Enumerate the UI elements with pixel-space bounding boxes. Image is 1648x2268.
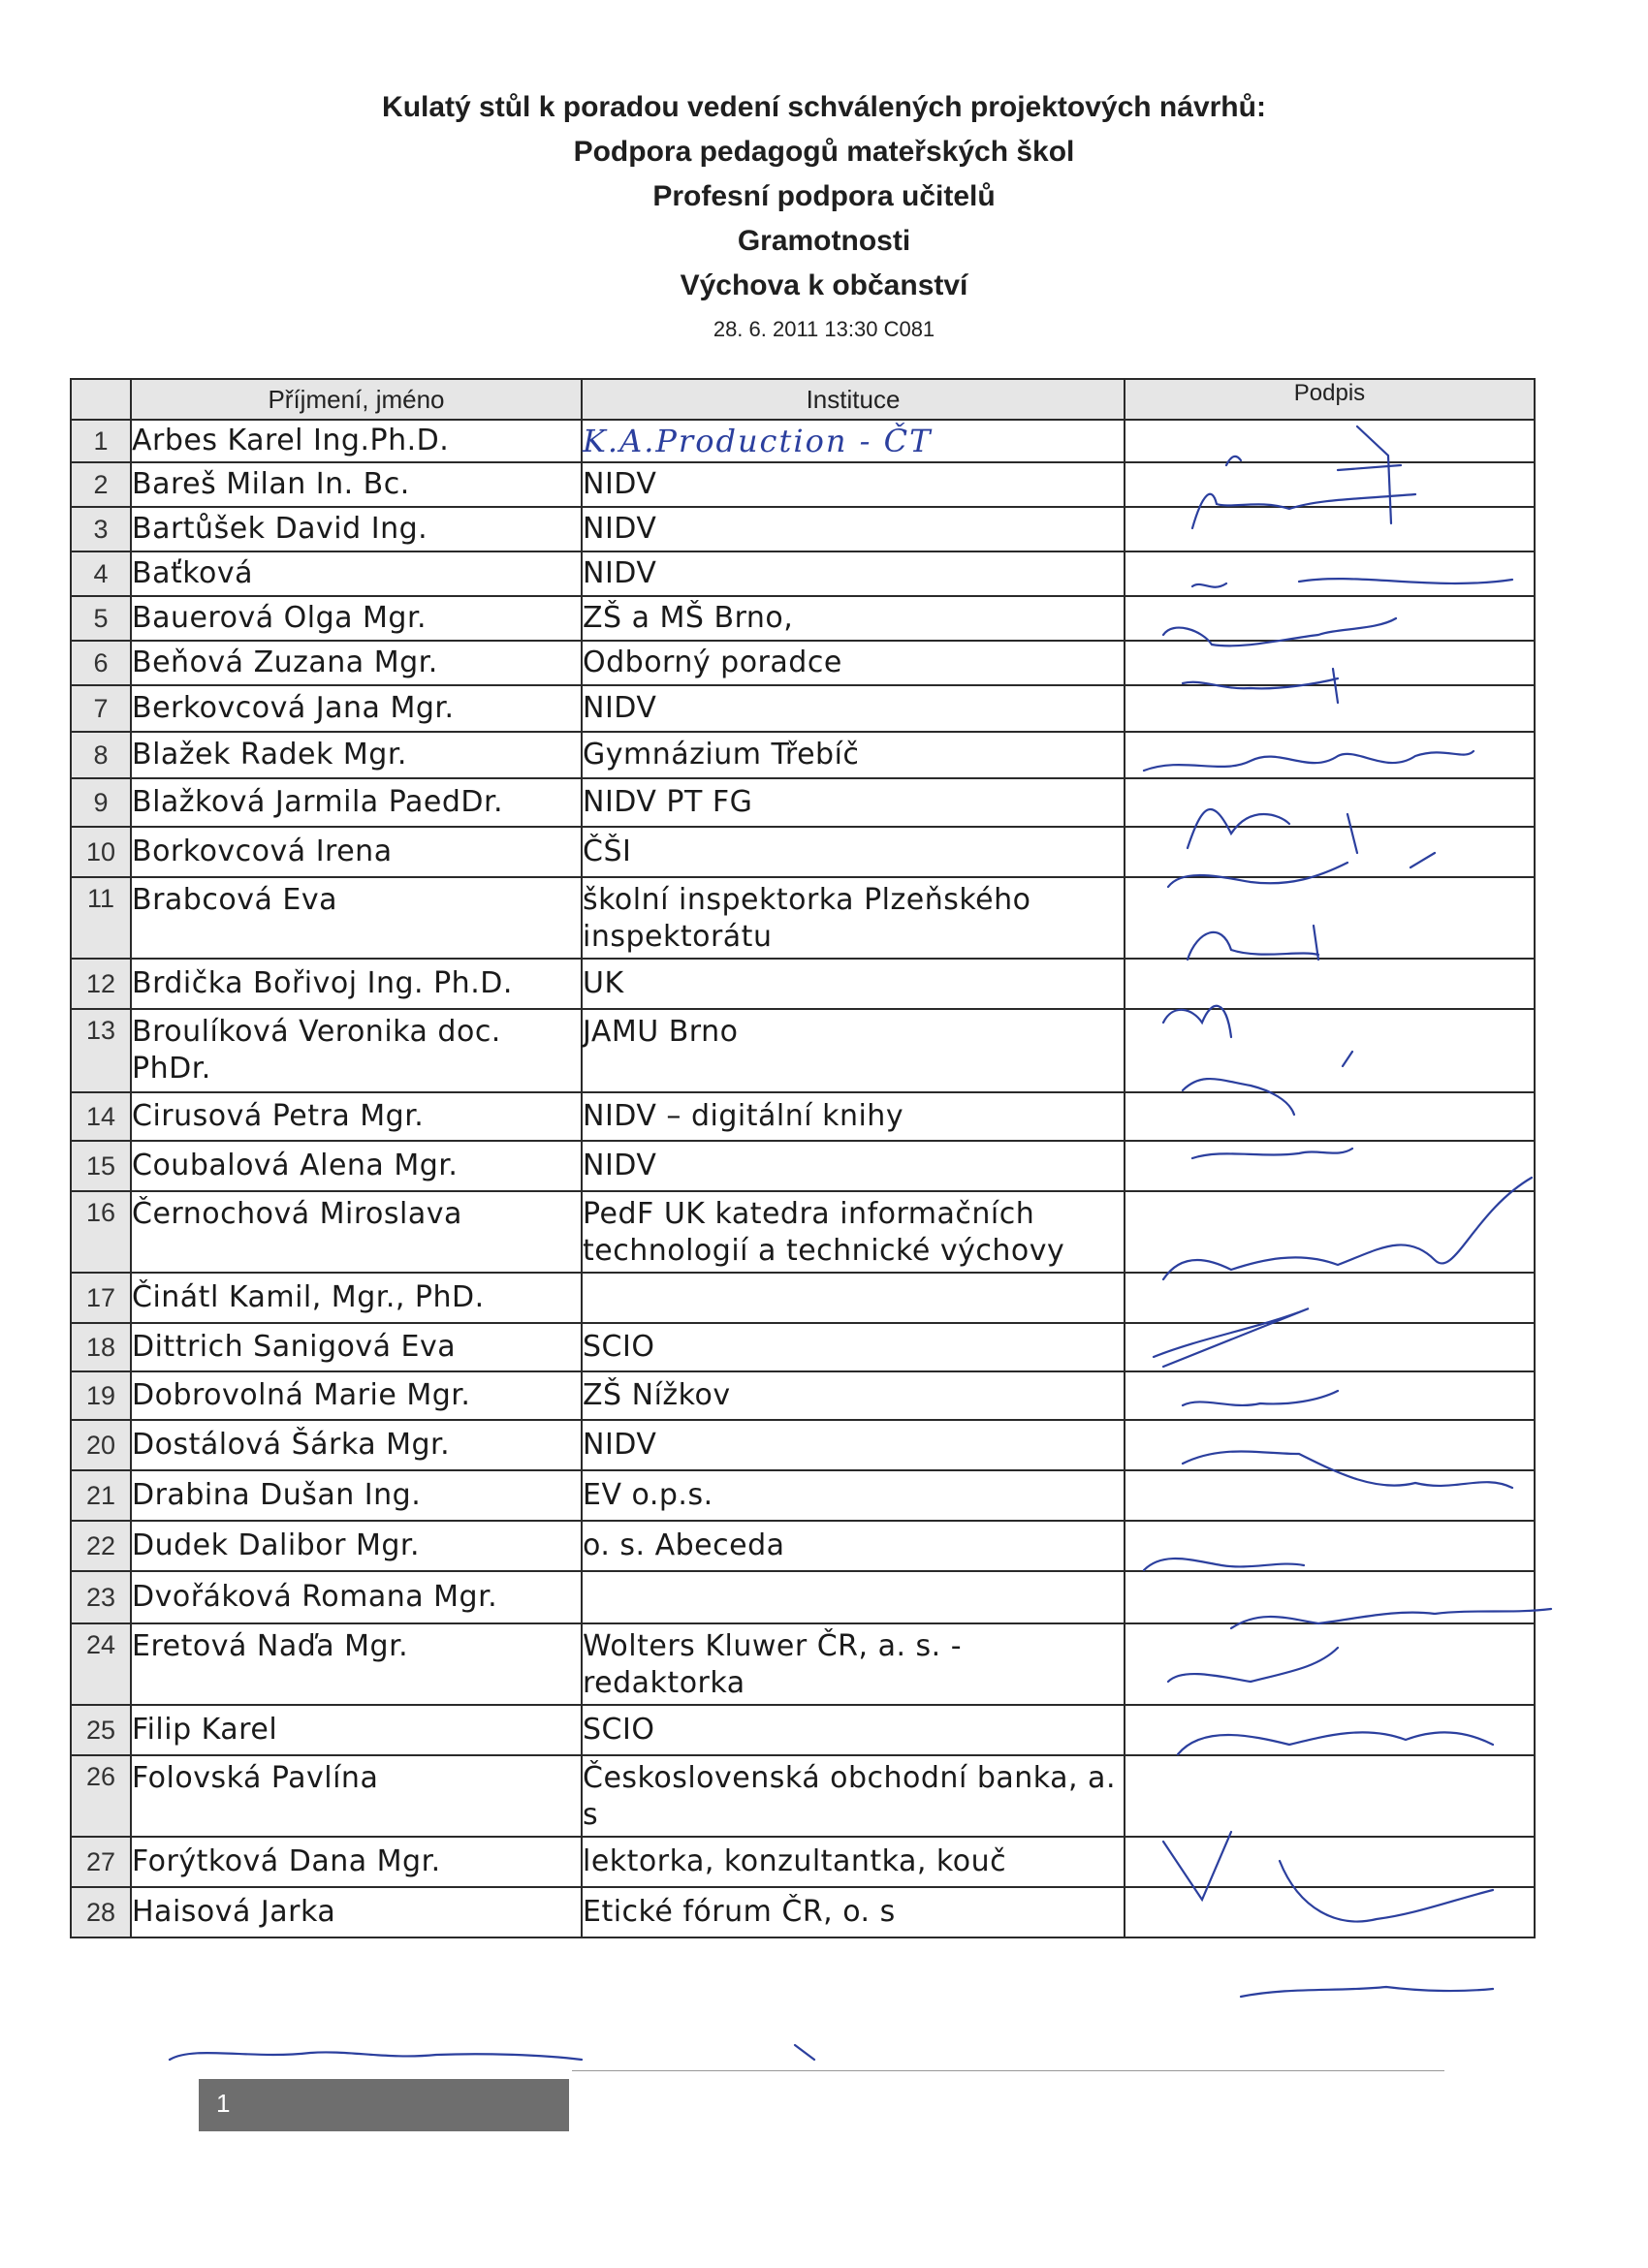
attendee-name: Baťková: [131, 551, 582, 596]
signature-cell: [1125, 1521, 1535, 1571]
table-row: [71, 1092, 1535, 1141]
attendee-name: Berkovcová Jana Mgr.: [131, 685, 582, 732]
attendee-name: Dobrovolná Marie Mgr.: [131, 1371, 582, 1420]
meeting-title: Kulatý stůl k poradou vedení schválených projektových návrhů:: [382, 91, 1266, 123]
table-row: [71, 1837, 1535, 1887]
signature-cell: [1125, 1191, 1535, 1273]
table-row: [71, 551, 1535, 596]
table-row: [71, 1571, 1535, 1623]
attendee-name: Bareš Milan In. Bc.: [131, 462, 582, 507]
attendee-name: Dvořáková Romana Mgr.: [131, 1571, 582, 1623]
table-row: [71, 596, 1535, 641]
table-row: [71, 462, 1535, 507]
attendee-institution: Etické fórum ČR, o. s: [582, 1887, 1125, 1937]
table-row: [71, 1009, 1535, 1092]
attendee-name: Beňová Zuzana Mgr.: [131, 641, 582, 685]
row-number: 25: [71, 1705, 131, 1755]
attendee-institution: [582, 1571, 1125, 1623]
attendee-name: Coubalová Alena Mgr.: [131, 1141, 582, 1191]
table-row: [71, 732, 1535, 778]
row-number: 19: [71, 1371, 131, 1420]
table-row: [71, 1623, 1535, 1705]
attendee-institution: Wolters Kluwer ČR, a. s. - redaktorka: [582, 1623, 1125, 1705]
row-number: 21: [71, 1470, 131, 1521]
signature-cell: [1125, 596, 1535, 641]
attendee-name: Činátl Kamil, Mgr., PhD.: [131, 1273, 582, 1323]
table-row: [71, 1887, 1535, 1937]
signature-cell: [1125, 1141, 1535, 1191]
row-number: 10: [71, 827, 131, 877]
signature-cell: [1125, 462, 1535, 507]
table-row: [71, 1371, 1535, 1420]
attendee-institution: NIDV: [582, 1141, 1125, 1191]
header-signature: Podpis: [1125, 379, 1535, 420]
attendee-name: Blažková Jarmila PaedDr.: [131, 778, 582, 827]
row-number: 16: [71, 1191, 131, 1273]
attendee-name: Forýtková Dana Mgr.: [131, 1837, 582, 1887]
attendee-institution: Československá obchodní banka, a. s: [582, 1755, 1125, 1837]
signature-cell: [1125, 1009, 1535, 1092]
table-row: [71, 1521, 1535, 1571]
header-name: Příjmení, jméno: [131, 379, 582, 420]
row-number: 28: [71, 1887, 131, 1937]
signature-cell: [1125, 420, 1535, 462]
signature-cell: [1125, 1571, 1535, 1623]
row-number: 20: [71, 1420, 131, 1470]
attendee-institution: EV o.p.s.: [582, 1470, 1125, 1521]
attendee-name: Cirusová Petra Mgr.: [131, 1092, 582, 1141]
row-number: 9: [71, 778, 131, 827]
table-row: [71, 827, 1535, 877]
attendance-table: [70, 378, 1536, 1938]
signature-cell: [1125, 1273, 1535, 1323]
attendee-institution: NIDV: [582, 685, 1125, 732]
row-number: 11: [71, 877, 131, 959]
table-row: [71, 1755, 1535, 1837]
signature-28: [1241, 1987, 1493, 1997]
attendee-name: Bauerová Olga Mgr.: [131, 596, 582, 641]
row-number: 3: [71, 507, 131, 551]
attendee-name: Brabcová Eva: [131, 877, 582, 959]
table-row: [71, 1273, 1535, 1323]
attendee-name: Dittrich Sanigová Eva: [131, 1323, 582, 1371]
signature-cell: [1125, 1755, 1535, 1837]
row-number: 17: [71, 1273, 131, 1323]
signature-cell: [1125, 551, 1535, 596]
signature-cell: [1125, 1887, 1535, 1937]
signature-cell: [1125, 732, 1535, 778]
row-number: 13: [71, 1009, 131, 1092]
attendee-name: Broulíková Veronika doc. PhDr.: [131, 1009, 582, 1092]
attendee-institution: NIDV: [582, 462, 1125, 507]
footer-rule: [572, 2070, 1444, 2071]
attendee-institution: JAMU Brno: [582, 1009, 1125, 1092]
footer-page-bar: [199, 2079, 569, 2131]
row-number: 18: [71, 1323, 131, 1371]
row-number: 27: [71, 1837, 131, 1887]
table-row: [71, 877, 1535, 959]
row-number: 23: [71, 1571, 131, 1623]
attendee-institution: K.A.Production - ČT: [582, 420, 1125, 462]
table-row: [71, 1191, 1535, 1273]
document-header: [0, 85, 1648, 349]
attendee-institution: PedF UK katedra informačních technologií a technické výchovy: [582, 1191, 1125, 1273]
attendee-name: Eretová Naďa Mgr.: [131, 1623, 582, 1705]
signature-cell: [1125, 685, 1535, 732]
attendee-institution: NIDV: [582, 507, 1125, 551]
attendee-name: Borkovcová Irena: [131, 827, 582, 877]
table-row: [71, 641, 1535, 685]
table-row: [71, 507, 1535, 551]
attendee-name: Haisová Jarka: [131, 1887, 582, 1937]
attendee-name: Filip Karel: [131, 1705, 582, 1755]
attendee-institution: ČŠI: [582, 827, 1125, 877]
row-number: 5: [71, 596, 131, 641]
row-number: 8: [71, 732, 131, 778]
attendee-institution: Odborný poradce: [582, 641, 1125, 685]
attendee-institution: [582, 1273, 1125, 1323]
signature-cell: [1125, 959, 1535, 1009]
row-number: 4: [71, 551, 131, 596]
project-title-3: Gramotnosti: [737, 225, 911, 257]
row-number: 2: [71, 462, 131, 507]
signature-cell: [1125, 1092, 1535, 1141]
attendee-institution: NIDV: [582, 551, 1125, 596]
attendee-institution: NIDV – digitální knihy: [582, 1092, 1125, 1141]
signature-cell: [1125, 1371, 1535, 1420]
table-header-row: [71, 379, 1535, 420]
row-number: 24: [71, 1623, 131, 1705]
page-number: 1: [216, 2089, 231, 2118]
row-number: 22: [71, 1521, 131, 1571]
attendee-institution: o. s. Abeceda: [582, 1521, 1125, 1571]
row-number: 1: [71, 420, 131, 462]
signature-cell: [1125, 1705, 1535, 1755]
signature-cell: [1125, 1837, 1535, 1887]
table-row: [71, 1705, 1535, 1755]
table-row: [71, 685, 1535, 732]
row-number: 14: [71, 1092, 131, 1141]
project-title-2: Profesní podpora učitelů: [652, 180, 996, 212]
signature-cell: [1125, 507, 1535, 551]
row-number: 15: [71, 1141, 131, 1191]
attendee-name: Brdička Bořivoj Ing. Ph.D.: [131, 959, 582, 1009]
signature-cell: [1125, 1623, 1535, 1705]
attendee-name: Bartůšek David Ing.: [131, 507, 582, 551]
signature-overflow: [170, 2045, 814, 2060]
table-row: [71, 1141, 1535, 1191]
attendee-institution: SCIO: [582, 1705, 1125, 1755]
attendee-institution: NIDV: [582, 1420, 1125, 1470]
attendee-institution: UK: [582, 959, 1125, 1009]
attendee-name: Černochová Miroslava: [131, 1191, 582, 1273]
row-number: 6: [71, 641, 131, 685]
project-title-4: Výchova k občanství: [680, 269, 968, 301]
table-row: [71, 420, 1535, 462]
attendee-institution: SCIO: [582, 1323, 1125, 1371]
attendee-institution: ZŠ a MŠ Brno,: [582, 596, 1125, 641]
row-number: 7: [71, 685, 131, 732]
attendee-name: Arbes Karel Ing.Ph.D.: [131, 420, 582, 462]
attendee-name: Blažek Radek Mgr.: [131, 732, 582, 778]
table-row: [71, 959, 1535, 1009]
table-row: [71, 1420, 1535, 1470]
row-number: 12: [71, 959, 131, 1009]
row-number: 26: [71, 1755, 131, 1837]
attendee-name: Dostálová Šárka Mgr.: [131, 1420, 582, 1470]
header-institution: Instituce: [582, 379, 1125, 420]
attendee-name: Drabina Dušan Ing.: [131, 1470, 582, 1521]
meeting-date: 28. 6. 2011 13:30 C081: [713, 317, 935, 341]
attendee-institution: lektorka, konzultantka, kouč: [582, 1837, 1125, 1887]
header-number-cell: [71, 379, 131, 420]
table-row: [71, 778, 1535, 827]
attendee-institution: Gymnázium Třebíč: [582, 732, 1125, 778]
attendee-name: Folovská Pavlína: [131, 1755, 582, 1837]
signature-cell: [1125, 1470, 1535, 1521]
signature-cell: [1125, 778, 1535, 827]
attendee-name: Dudek Dalibor Mgr.: [131, 1521, 582, 1571]
signature-cell: [1125, 827, 1535, 877]
signature-cell: [1125, 877, 1535, 959]
attendee-institution: NIDV PT FG: [582, 778, 1125, 827]
attendee-institution: školní inspektorka Plzeňského inspektorátu: [582, 877, 1125, 959]
project-title-1: Podpora pedagogů mateřských škol: [573, 136, 1075, 168]
table-row: [71, 1470, 1535, 1521]
signature-cell: [1125, 641, 1535, 685]
signature-cell: [1125, 1420, 1535, 1470]
signature-cell: [1125, 1323, 1535, 1371]
table-row: [71, 1323, 1535, 1371]
attendee-institution: ZŠ Nížkov: [582, 1371, 1125, 1420]
